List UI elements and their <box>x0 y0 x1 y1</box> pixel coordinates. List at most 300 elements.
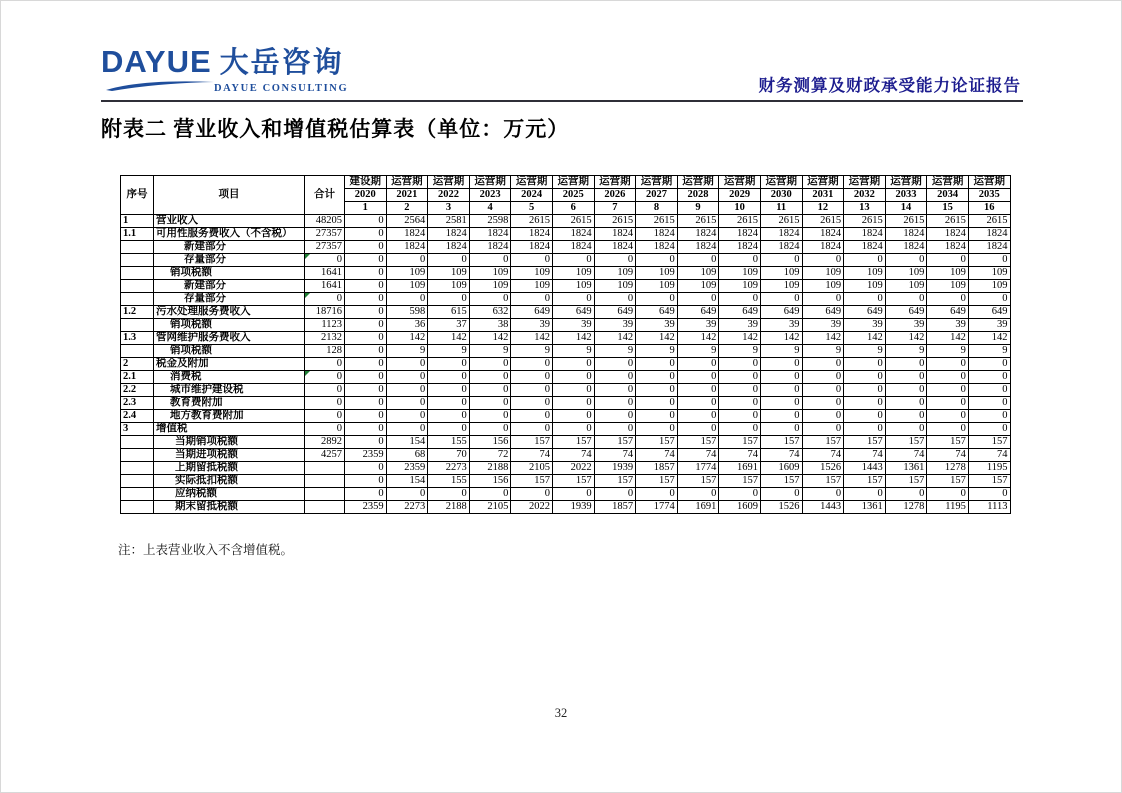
value-cell-2030: 2615 <box>760 215 802 228</box>
row-number-cell <box>121 462 154 475</box>
value-cell-2023: 9 <box>469 345 511 358</box>
value-cell-2027: 0 <box>636 371 678 384</box>
value-cell-2020: 2359 <box>345 449 387 462</box>
value-cell-2032: 0 <box>844 254 886 267</box>
value-cell-2031: 157 <box>802 436 844 449</box>
value-cell-2020: 0 <box>345 215 387 228</box>
value-cell-2024: 39 <box>511 319 553 332</box>
value-cell-2028: 74 <box>677 449 719 462</box>
value-cell-2021: 2273 <box>386 501 428 514</box>
period-header-2024: 运营期 <box>511 176 553 189</box>
row-number-cell <box>121 241 154 254</box>
value-cell-2024: 142 <box>511 332 553 345</box>
value-cell-2027: 0 <box>636 423 678 436</box>
value-cell-2024: 0 <box>511 410 553 423</box>
total-cell <box>305 475 345 488</box>
value-cell-2030: 142 <box>760 332 802 345</box>
value-cell-2030: 1824 <box>760 228 802 241</box>
value-cell-2031: 0 <box>802 254 844 267</box>
total-cell: 0 <box>305 293 345 306</box>
value-cell-2029: 0 <box>719 423 761 436</box>
value-cell-2025: 0 <box>552 254 594 267</box>
row-label-cell: 销项税额 <box>154 345 305 358</box>
value-cell-2031: 649 <box>802 306 844 319</box>
value-cell-2026: 0 <box>594 293 636 306</box>
row-label-cell: 销项税额 <box>154 319 305 332</box>
year-header-2025: 2025 <box>552 189 594 202</box>
value-cell-2020: 0 <box>345 293 387 306</box>
period-header-2028: 运营期 <box>677 176 719 189</box>
value-cell-2027: 157 <box>636 475 678 488</box>
year-header-2031: 2031 <box>802 189 844 202</box>
value-cell-2030: 0 <box>760 254 802 267</box>
row-number-cell: 2.2 <box>121 384 154 397</box>
value-cell-2020: 2359 <box>345 501 387 514</box>
year-header-2023: 2023 <box>469 189 511 202</box>
year-header-2030: 2030 <box>760 189 802 202</box>
value-cell-2032: 109 <box>844 280 886 293</box>
year-index-header-2: 2 <box>386 202 428 215</box>
value-cell-2026: 0 <box>594 371 636 384</box>
value-cell-2032: 157 <box>844 436 886 449</box>
value-cell-2021: 0 <box>386 410 428 423</box>
value-cell-2035: 74 <box>968 449 1010 462</box>
total-cell: 0 <box>305 423 345 436</box>
row-number-cell: 1.2 <box>121 306 154 319</box>
report-header-title: 财务测算及财政承受能力论证报告 <box>758 76 1021 95</box>
value-cell-2025: 109 <box>552 280 594 293</box>
value-cell-2025: 157 <box>552 436 594 449</box>
table-row <box>121 436 1011 449</box>
period-header-2035: 运营期 <box>968 176 1010 189</box>
value-cell-2032: 0 <box>844 397 886 410</box>
row-label-cell: 营业收入 <box>154 215 305 228</box>
value-cell-2023: 142 <box>469 332 511 345</box>
table-row <box>121 215 1011 228</box>
total-cell: 0 <box>305 384 345 397</box>
value-cell-2025: 0 <box>552 358 594 371</box>
value-cell-2023: 0 <box>469 358 511 371</box>
period-header-2034: 运营期 <box>927 176 969 189</box>
year-index-header-4: 4 <box>469 202 511 215</box>
value-cell-2030: 1609 <box>760 462 802 475</box>
value-cell-2025: 1824 <box>552 228 594 241</box>
year-header-2021: 2021 <box>386 189 428 202</box>
value-cell-2029: 2615 <box>719 215 761 228</box>
column-header-1: 项目 <box>154 176 305 215</box>
value-cell-2033: 0 <box>885 397 927 410</box>
value-cell-2035: 1195 <box>968 462 1010 475</box>
value-cell-2032: 0 <box>844 384 886 397</box>
value-cell-2024: 9 <box>511 345 553 358</box>
value-cell-2021: 154 <box>386 436 428 449</box>
year-index-header-15: 15 <box>927 202 969 215</box>
period-header-2023: 运营期 <box>469 176 511 189</box>
value-cell-2031: 0 <box>802 384 844 397</box>
table-row <box>121 423 1011 436</box>
value-cell-2020: 0 <box>345 371 387 384</box>
value-cell-2026: 0 <box>594 410 636 423</box>
value-cell-2020: 0 <box>345 384 387 397</box>
year-index-header-5: 5 <box>511 202 553 215</box>
value-cell-2020: 0 <box>345 306 387 319</box>
value-cell-2034: 1195 <box>927 501 969 514</box>
value-cell-2033: 1278 <box>885 501 927 514</box>
value-cell-2031: 157 <box>802 475 844 488</box>
row-label-cell: 污水处理服务费收入 <box>154 306 305 319</box>
value-cell-2034: 0 <box>927 397 969 410</box>
value-cell-2021: 142 <box>386 332 428 345</box>
value-cell-2034: 9 <box>927 345 969 358</box>
table-row <box>121 449 1011 462</box>
period-header-2027: 运营期 <box>636 176 678 189</box>
year-index-header-13: 13 <box>844 202 886 215</box>
value-cell-2020: 0 <box>345 241 387 254</box>
year-header-2027: 2027 <box>636 189 678 202</box>
value-cell-2021: 154 <box>386 475 428 488</box>
value-cell-2035: 0 <box>968 371 1010 384</box>
row-label-cell: 实际抵扣税额 <box>154 475 305 488</box>
row-label-cell: 教育费附加 <box>154 397 305 410</box>
row-label-cell: 增值税 <box>154 423 305 436</box>
value-cell-2026: 0 <box>594 488 636 501</box>
value-cell-2025: 157 <box>552 475 594 488</box>
value-cell-2022: 0 <box>428 410 470 423</box>
table-row <box>121 280 1011 293</box>
value-cell-2031: 109 <box>802 280 844 293</box>
value-cell-2020: 0 <box>345 436 387 449</box>
row-label-cell: 新建部分 <box>154 280 305 293</box>
row-number-cell <box>121 280 154 293</box>
value-cell-2025: 39 <box>552 319 594 332</box>
value-cell-2027: 0 <box>636 254 678 267</box>
value-cell-2028: 0 <box>677 397 719 410</box>
table-row <box>121 293 1011 306</box>
value-cell-2023: 0 <box>469 293 511 306</box>
value-cell-2023: 38 <box>469 319 511 332</box>
value-cell-2031: 39 <box>802 319 844 332</box>
value-cell-2023: 0 <box>469 371 511 384</box>
period-header-2030: 运营期 <box>760 176 802 189</box>
value-cell-2020: 0 <box>345 345 387 358</box>
row-label-cell: 存量部分 <box>154 254 305 267</box>
table-row <box>121 358 1011 371</box>
value-cell-2030: 0 <box>760 293 802 306</box>
value-cell-2021: 9 <box>386 345 428 358</box>
row-number-cell <box>121 501 154 514</box>
value-cell-2021: 598 <box>386 306 428 319</box>
table-row <box>121 410 1011 423</box>
table-row <box>121 371 1011 384</box>
row-label-cell: 销项税额 <box>154 267 305 280</box>
value-cell-2030: 0 <box>760 384 802 397</box>
value-cell-2027: 2615 <box>636 215 678 228</box>
year-index-header-12: 12 <box>802 202 844 215</box>
value-cell-2025: 1824 <box>552 241 594 254</box>
value-cell-2032: 0 <box>844 423 886 436</box>
value-cell-2026: 157 <box>594 436 636 449</box>
value-cell-2030: 109 <box>760 280 802 293</box>
value-cell-2024: 0 <box>511 371 553 384</box>
table-row <box>121 345 1011 358</box>
value-cell-2034: 109 <box>927 267 969 280</box>
value-cell-2033: 1824 <box>885 228 927 241</box>
year-index-header-7: 7 <box>594 202 636 215</box>
value-cell-2026: 74 <box>594 449 636 462</box>
value-cell-2029: 1609 <box>719 501 761 514</box>
row-number-cell <box>121 293 154 306</box>
value-cell-2034: 157 <box>927 436 969 449</box>
year-index-header-8: 8 <box>636 202 678 215</box>
year-index-header-6: 6 <box>552 202 594 215</box>
value-cell-2034: 1278 <box>927 462 969 475</box>
value-cell-2035: 1824 <box>968 228 1010 241</box>
value-cell-2031: 1824 <box>802 241 844 254</box>
value-cell-2030: 0 <box>760 423 802 436</box>
value-cell-2023: 632 <box>469 306 511 319</box>
value-cell-2029: 649 <box>719 306 761 319</box>
value-cell-2031: 142 <box>802 332 844 345</box>
row-label-cell: 当期进项税额 <box>154 449 305 462</box>
value-cell-2024: 0 <box>511 254 553 267</box>
table-row <box>121 332 1011 345</box>
value-cell-2035: 2615 <box>968 215 1010 228</box>
value-cell-2024: 0 <box>511 293 553 306</box>
value-cell-2020: 0 <box>345 488 387 501</box>
value-cell-2022: 0 <box>428 254 470 267</box>
value-cell-2030: 0 <box>760 358 802 371</box>
value-cell-2035: 0 <box>968 384 1010 397</box>
value-cell-2022: 0 <box>428 371 470 384</box>
year-index-header-14: 14 <box>885 202 927 215</box>
value-cell-2026: 142 <box>594 332 636 345</box>
value-cell-2035: 9 <box>968 345 1010 358</box>
value-cell-2021: 1824 <box>386 228 428 241</box>
value-cell-2023: 109 <box>469 280 511 293</box>
value-cell-2034: 0 <box>927 423 969 436</box>
value-cell-2028: 109 <box>677 267 719 280</box>
total-cell: 0 <box>305 254 345 267</box>
total-cell: 0 <box>305 410 345 423</box>
value-cell-2035: 649 <box>968 306 1010 319</box>
value-cell-2027: 39 <box>636 319 678 332</box>
value-cell-2022: 9 <box>428 345 470 358</box>
total-cell: 27357 <box>305 241 345 254</box>
value-cell-2020: 0 <box>345 410 387 423</box>
value-cell-2031: 0 <box>802 488 844 501</box>
value-cell-2020: 0 <box>345 423 387 436</box>
value-cell-2022: 0 <box>428 358 470 371</box>
value-cell-2026: 1857 <box>594 501 636 514</box>
value-cell-2033: 142 <box>885 332 927 345</box>
value-cell-2022: 142 <box>428 332 470 345</box>
period-header-2033: 运营期 <box>885 176 927 189</box>
value-cell-2034: 142 <box>927 332 969 345</box>
value-cell-2026: 39 <box>594 319 636 332</box>
value-cell-2021: 1824 <box>386 241 428 254</box>
value-cell-2029: 0 <box>719 384 761 397</box>
value-cell-2024: 109 <box>511 267 553 280</box>
value-cell-2027: 0 <box>636 410 678 423</box>
period-header-2022: 运营期 <box>428 176 470 189</box>
value-cell-2028: 0 <box>677 358 719 371</box>
value-cell-2026: 0 <box>594 423 636 436</box>
revenue-vat-table-wrapper <box>120 175 1011 514</box>
year-header-2034: 2034 <box>927 189 969 202</box>
value-cell-2030: 109 <box>760 267 802 280</box>
value-cell-2024: 0 <box>511 384 553 397</box>
value-cell-2033: 2615 <box>885 215 927 228</box>
total-cell <box>305 501 345 514</box>
value-cell-2026: 0 <box>594 384 636 397</box>
value-cell-2025: 0 <box>552 371 594 384</box>
logo-swoosh-icon <box>104 78 216 92</box>
value-cell-2025: 142 <box>552 332 594 345</box>
value-cell-2032: 1824 <box>844 228 886 241</box>
value-cell-2026: 1824 <box>594 228 636 241</box>
value-cell-2034: 649 <box>927 306 969 319</box>
value-cell-2029: 142 <box>719 332 761 345</box>
value-cell-2032: 142 <box>844 332 886 345</box>
value-cell-2032: 0 <box>844 410 886 423</box>
value-cell-2033: 1361 <box>885 462 927 475</box>
row-label-cell: 税金及附加 <box>154 358 305 371</box>
value-cell-2023: 1824 <box>469 228 511 241</box>
value-cell-2033: 109 <box>885 267 927 280</box>
value-cell-2033: 0 <box>885 293 927 306</box>
header-divider <box>101 100 1023 102</box>
value-cell-2034: 2615 <box>927 215 969 228</box>
value-cell-2032: 1361 <box>844 501 886 514</box>
value-cell-2020: 0 <box>345 228 387 241</box>
total-cell: 2132 <box>305 332 345 345</box>
value-cell-2023: 0 <box>469 384 511 397</box>
value-cell-2022: 0 <box>428 397 470 410</box>
value-cell-2035: 0 <box>968 358 1010 371</box>
value-cell-2032: 157 <box>844 475 886 488</box>
row-label-cell: 存量部分 <box>154 293 305 306</box>
value-cell-2024: 109 <box>511 280 553 293</box>
value-cell-2030: 74 <box>760 449 802 462</box>
value-cell-2031: 9 <box>802 345 844 358</box>
value-cell-2034: 109 <box>927 280 969 293</box>
value-cell-2031: 1824 <box>802 228 844 241</box>
value-cell-2032: 0 <box>844 488 886 501</box>
value-cell-2031: 0 <box>802 410 844 423</box>
year-header-2035: 2035 <box>968 189 1010 202</box>
value-cell-2022: 155 <box>428 475 470 488</box>
value-cell-2025: 1939 <box>552 501 594 514</box>
column-header-2: 合计 <box>305 176 345 215</box>
value-cell-2023: 0 <box>469 423 511 436</box>
value-cell-2021: 0 <box>386 358 428 371</box>
row-number-cell <box>121 436 154 449</box>
period-header-2031: 运营期 <box>802 176 844 189</box>
value-cell-2032: 1443 <box>844 462 886 475</box>
value-cell-2028: 649 <box>677 306 719 319</box>
value-cell-2026: 2615 <box>594 215 636 228</box>
row-label-cell: 城市维护建设税 <box>154 384 305 397</box>
value-cell-2029: 74 <box>719 449 761 462</box>
value-cell-2025: 0 <box>552 293 594 306</box>
value-cell-2023: 0 <box>469 397 511 410</box>
value-cell-2033: 157 <box>885 436 927 449</box>
value-cell-2035: 1824 <box>968 241 1010 254</box>
year-header-2033: 2033 <box>885 189 927 202</box>
value-cell-2022: 0 <box>428 384 470 397</box>
value-cell-2024: 0 <box>511 488 553 501</box>
table-row <box>121 267 1011 280</box>
total-cell: 1641 <box>305 267 345 280</box>
value-cell-2029: 1824 <box>719 241 761 254</box>
value-cell-2031: 0 <box>802 293 844 306</box>
total-cell: 2892 <box>305 436 345 449</box>
value-cell-2028: 39 <box>677 319 719 332</box>
value-cell-2023: 0 <box>469 410 511 423</box>
page-number: 32 <box>554 706 568 720</box>
value-cell-2034: 0 <box>927 384 969 397</box>
table-row <box>121 462 1011 475</box>
value-cell-2031: 0 <box>802 371 844 384</box>
value-cell-2021: 109 <box>386 280 428 293</box>
total-cell <box>305 462 345 475</box>
value-cell-2035: 39 <box>968 319 1010 332</box>
value-cell-2030: 649 <box>760 306 802 319</box>
value-cell-2030: 157 <box>760 475 802 488</box>
value-cell-2027: 0 <box>636 293 678 306</box>
value-cell-2025: 0 <box>552 488 594 501</box>
value-cell-2034: 0 <box>927 371 969 384</box>
value-cell-2033: 9 <box>885 345 927 358</box>
value-cell-2022: 2188 <box>428 501 470 514</box>
row-number-cell: 2.4 <box>121 410 154 423</box>
value-cell-2027: 649 <box>636 306 678 319</box>
total-cell: 0 <box>305 371 345 384</box>
table-row <box>121 306 1011 319</box>
year-index-header-11: 11 <box>760 202 802 215</box>
period-header-2025: 运营期 <box>552 176 594 189</box>
value-cell-2032: 0 <box>844 371 886 384</box>
value-cell-2035: 142 <box>968 332 1010 345</box>
value-cell-2031: 2615 <box>802 215 844 228</box>
value-cell-2028: 0 <box>677 254 719 267</box>
value-cell-2032: 74 <box>844 449 886 462</box>
total-cell: 1641 <box>305 280 345 293</box>
value-cell-2025: 2022 <box>552 462 594 475</box>
value-cell-2033: 0 <box>885 488 927 501</box>
value-cell-2035: 1113 <box>968 501 1010 514</box>
value-cell-2034: 1824 <box>927 228 969 241</box>
value-cell-2022: 1824 <box>428 228 470 241</box>
row-label-cell: 消费税 <box>154 371 305 384</box>
value-cell-2029: 0 <box>719 358 761 371</box>
value-cell-2029: 9 <box>719 345 761 358</box>
value-cell-2026: 0 <box>594 358 636 371</box>
value-cell-2028: 1774 <box>677 462 719 475</box>
revenue-vat-table <box>120 175 1011 514</box>
value-cell-2033: 1824 <box>885 241 927 254</box>
row-label-cell: 应纳税额 <box>154 488 305 501</box>
value-cell-2021: 68 <box>386 449 428 462</box>
row-label-cell: 管网维护服务费收入 <box>154 332 305 345</box>
value-cell-2024: 2022 <box>511 501 553 514</box>
value-cell-2024: 1824 <box>511 228 553 241</box>
value-cell-2020: 0 <box>345 267 387 280</box>
value-cell-2028: 1691 <box>677 501 719 514</box>
period-header-2026: 运营期 <box>594 176 636 189</box>
year-index-header-10: 10 <box>719 202 761 215</box>
value-cell-2033: 157 <box>885 475 927 488</box>
